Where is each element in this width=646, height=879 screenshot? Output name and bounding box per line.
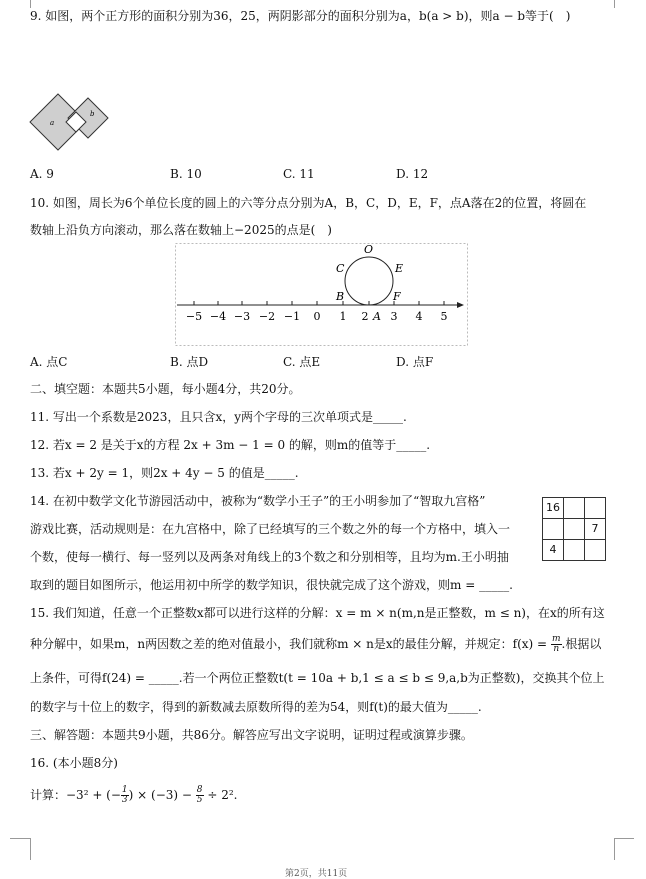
q9-text: 9. 如图，两个正方形的面积分别为36，25，两阴影部分的面积分别为a，b(a > b)，则a − b等于( ): [30, 9, 571, 23]
grid-cell: [563, 518, 585, 540]
frac-denominator: n: [553, 644, 560, 654]
q10-option-b[interactable]: B. 点D: [170, 355, 209, 369]
q9-label-b: b: [90, 110, 95, 118]
q16-calc-part2: ) × (−3) −: [128, 788, 192, 802]
q9-option-d[interactable]: D. 12: [396, 167, 429, 181]
fraction-m-over-n: [551, 635, 562, 654]
q15-line3: 上条件，可得f(24) = _____.若一个两位正整数t(t = 10a + b,1 ≤ a ≤ b ≤ 9,a,b为正整数)，交换其个位上: [30, 671, 605, 685]
grid-cell: [542, 518, 564, 540]
page-footer: 第2页，共11页: [285, 869, 348, 879]
point-label-b: B: [336, 290, 345, 303]
grid-cell: [584, 539, 606, 561]
q14-line2: 游戏比赛，活动规则是：在九宫格中，除了已经填写的三个数之外的每一个方格中，填入一: [30, 522, 511, 536]
q15-line4: 的数字与十位上的数字，得到的新数减去原数所得的差为54，则f(t)的最大值为_____.: [30, 700, 482, 714]
grid-cell: [584, 497, 606, 519]
q15-line2: [30, 635, 601, 654]
tick-label: 4: [415, 310, 423, 323]
q14-line1: 14. 在初中数学文化节游园活动中，被称为“数学小王子”的王小明参加了“智取九宫格”: [30, 494, 486, 508]
crop-mark: [30, 0, 31, 8]
q15-line2-tail: .根据以: [561, 637, 602, 651]
point-label-c: C: [336, 262, 345, 275]
q16-calc-part3: ÷ 2².: [207, 788, 238, 802]
section3-heading: 三、解答题：本题共9小题，共86分。解答应写出文字说明，证明过程或演算步骤。: [30, 728, 473, 742]
tick-label: 2: [361, 310, 369, 323]
point-label-e: E: [395, 262, 404, 275]
q10-option-d[interactable]: D. 点F: [396, 355, 434, 369]
q9-option-c[interactable]: C. 11: [283, 167, 315, 181]
tick-label: −2: [258, 310, 276, 323]
frac-numerator: 1: [121, 785, 128, 795]
crop-mark: [614, 0, 615, 8]
crop-mark: [614, 838, 634, 839]
grid-cell: 16: [542, 497, 564, 519]
frac-denominator: 5: [196, 795, 203, 805]
q10-option-a[interactable]: A. 点C: [30, 355, 68, 369]
tick-label: 3: [390, 310, 398, 323]
q16-title: 16. (本小题8分): [30, 756, 118, 770]
q10-ticks: [194, 301, 444, 305]
tick-label: −3: [233, 310, 251, 323]
q10-option-c[interactable]: C. 点E: [283, 355, 321, 369]
tick-label: −5: [185, 310, 203, 323]
crop-mark: [30, 838, 31, 860]
crop-mark: [614, 838, 615, 860]
frac-numerator: m: [551, 634, 561, 644]
q15-line1: 15. 我们知道，任意一个正整数x都可以进行这样的分解：x = m × n(m,n是正整数，m ≤ n)，在x的所有这: [30, 606, 605, 620]
q9-label-a: a: [50, 119, 55, 127]
q15-line2-text: 种分解中，如果m，n两因数之差的绝对值最小，我们就称m × n是x的最佳分解，并规定：f(x) =: [30, 637, 548, 651]
q10-line2: 数轴上沿负方向滚动，那么落在数轴上−2025的点是( ): [30, 223, 332, 237]
grid-cell: 4: [542, 539, 564, 561]
fraction-one-third: [121, 786, 129, 805]
q9-squares-figure: [28, 92, 112, 154]
tick-label: 0: [313, 310, 321, 323]
q11-text: 11. 写出一个系数是2023，且只含x，y两个字母的三次单项式是_____.: [30, 410, 407, 424]
rolling-circle: [345, 257, 393, 305]
section2-heading: 二、填空题：本题共5小题，每小题4分，共20分。: [30, 382, 301, 396]
q16-calc-part1: 计算：−3² + (−: [30, 788, 121, 802]
q12-text: 12. 若x = 2 是关于x的方程 2x + 3m − 1 = 0 的解，则m的值等于_____.: [30, 438, 431, 452]
q10-number-line-figure: [175, 243, 468, 346]
grid-cell: [563, 497, 585, 519]
q9-option-a[interactable]: A. 9: [30, 167, 54, 181]
fraction-eight-fifths: [196, 786, 204, 805]
point-label-o: O: [364, 243, 374, 256]
q13-text: 13. 若x + 2y = 1，则2x + 4y − 5 的值是_____.: [30, 466, 299, 480]
q14-line3: 个数，使每一横行、每一竖列以及两条对角线上的3个数之和分别相等，且均为m.王小明抽: [30, 550, 509, 564]
point-label-f: F: [393, 290, 401, 303]
tick-label: −4: [209, 310, 227, 323]
q16-expression: [30, 786, 237, 805]
point-label-a: A: [373, 310, 381, 323]
q9-option-b[interactable]: B. 10: [170, 167, 202, 181]
tick-label: 5: [440, 310, 448, 323]
frac-numerator: 8: [196, 785, 203, 795]
grid-cell: [563, 539, 585, 561]
crop-mark: [10, 838, 30, 839]
q14-line4: 取到的题目如图所示，他运用初中所学的数学知识，很快就完成了这个游戏，则m = _____.: [30, 578, 513, 592]
tick-label: −1: [283, 310, 301, 323]
q10-line1: 10. 如图，周长为6个单位长度的圆上的六等分点分别为A，B，C，D，E，F，点A落在2的位置，将圆在: [30, 196, 587, 210]
grid-cell: 7: [584, 518, 606, 540]
frac-denominator: 3: [121, 795, 128, 805]
magic-square-grid: [542, 497, 608, 563]
tick-label: 1: [339, 310, 347, 323]
